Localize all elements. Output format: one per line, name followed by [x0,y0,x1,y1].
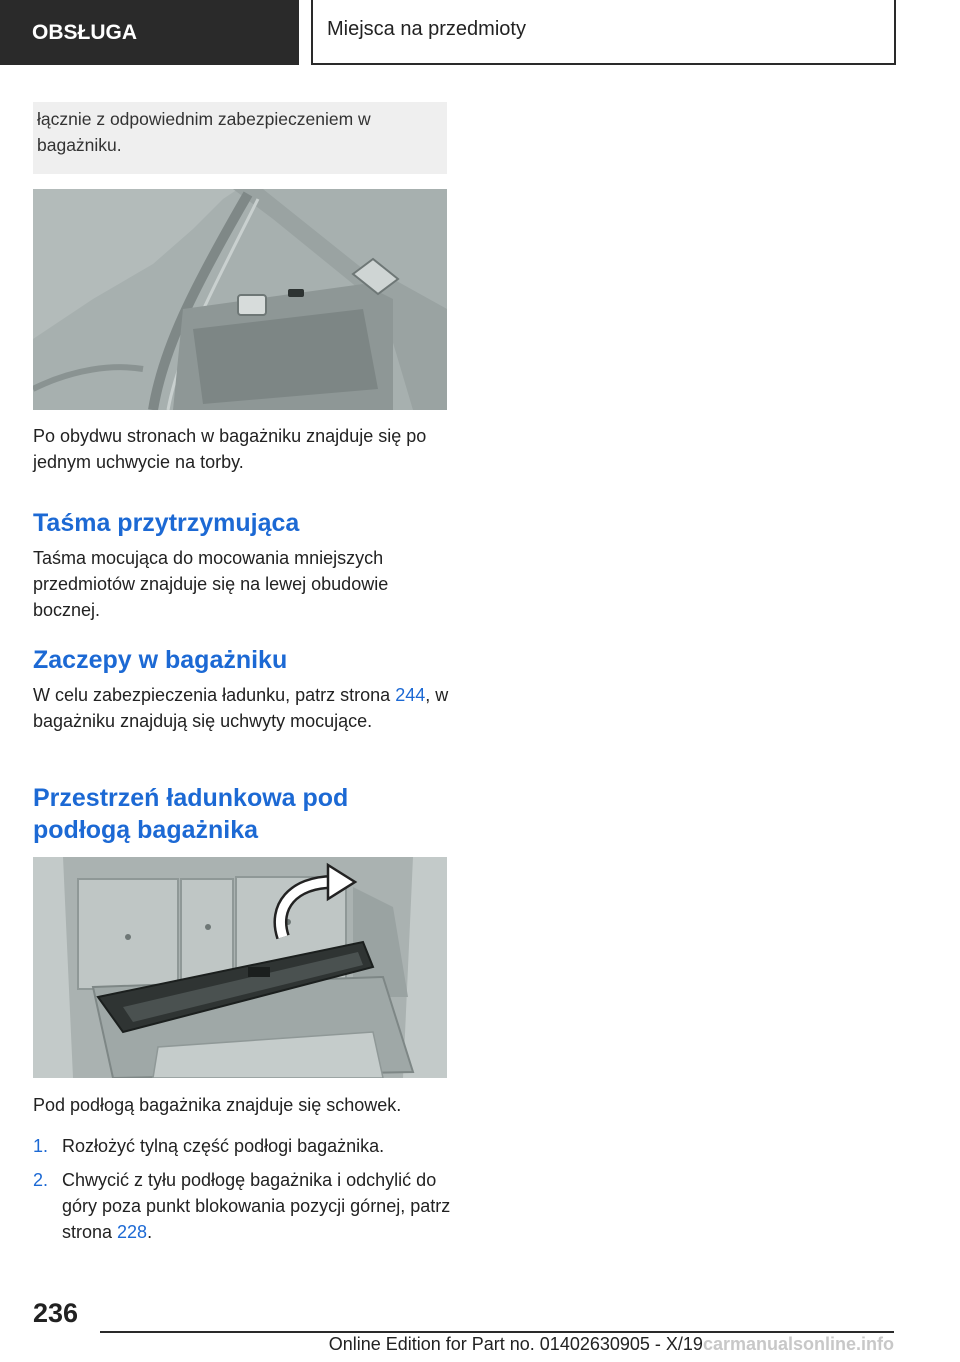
page-number: 236 [33,1298,79,1328]
header-chapter-label [311,0,896,65]
section-title: OBSŁUGA [32,20,137,44]
step-2-text-after: . [147,1222,153,1242]
lashing-text-before: W celu zabezpieczenia ładunku, patrz strona [33,685,396,705]
step-text: Rozłożyć tylną część podłogi bagażnika. [62,1136,385,1156]
page-link-228[interactable]: 228 [117,1222,148,1242]
paragraph-bag-hooks: Po obydwu stronach w bagażniku znajduje się po jednym uchwycie na torby. [33,426,427,472]
step-2-text-before: Chwycić z tyłu podłogę bagażnika i odchylić do góry poza punkt blokowania pozycji górnej, patrz strona [62,1170,451,1242]
trunk-floor-lift-illustration [33,857,447,1078]
step-text [62,1167,452,1245]
footer-edition [329,1334,894,1355]
footer-divider [100,1331,894,1333]
chapter-title: Miejsca na przedmioty [327,18,526,40]
lashing-text-after: , w bagażniku znajdują się uchwyty mocujące. [33,685,449,731]
step-number: 2. [33,1170,49,1190]
heading-underfloor-storage: Przestrzeń ładunkowa pod podłogą bagażnika [33,784,349,844]
note-box [33,102,447,174]
heading-strap: Taśma przytrzymująca [33,509,300,537]
watermark-text: carmanualsonline.info [702,1334,894,1354]
page-link-244[interactable]: 244 [395,685,426,705]
paragraph-lashing-eyes [33,682,451,734]
heading-lashing-eyes: Zaczepy w bagażniku [33,646,288,674]
header-section-label [0,0,299,65]
edition-text: Online Edition for Part no. 01402630905 - X/19 [328,1334,703,1354]
step-number: 1. [33,1136,49,1156]
paragraph-underfloor-intro: Pod podłogą bagażnika znajduje się schowek. [33,1095,402,1115]
note-text: łącznie z odpowiednim zabezpieczeniem w bagażniku. [37,109,371,155]
trunk-side-hook-illustration [33,189,447,410]
paragraph-strap: Taśma mocująca do mocowania mniejszych przedmiotów znajduje się na lewej obudowie bocznej. [33,548,389,620]
